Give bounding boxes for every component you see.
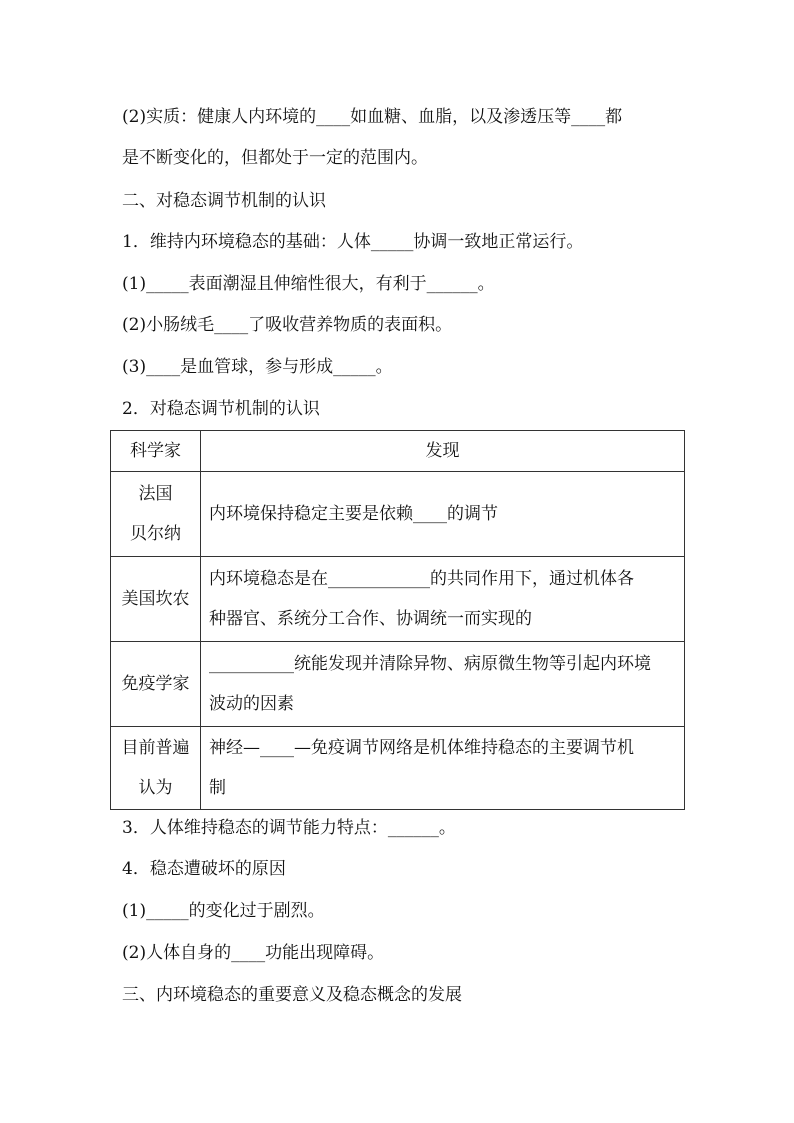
scientist-line: 法国: [138, 484, 173, 504]
header-finding: 发现: [201, 431, 685, 472]
scientist-line: 贝尔纳: [130, 524, 181, 544]
finding-line: 种器官、系统分工合作、协调统一而实现的: [209, 609, 532, 629]
finding-cell: [201, 557, 685, 642]
table-row: [111, 727, 685, 810]
text-line: (2)小肠绒毛____了吸收营养物质的表面积。: [122, 315, 453, 335]
section-heading: 二、对稳态调节机制的认识: [122, 191, 326, 211]
finding-line: 制: [209, 778, 226, 798]
finding-line: __________统能发现并清除异物、病原微生物等引起内环境: [209, 654, 651, 674]
scientist-line: 目前普遍: [121, 738, 190, 758]
table-row: [111, 472, 685, 557]
text-line: 1．维持内环境稳态的基础：人体_____协调一致地正常运行。: [122, 232, 584, 252]
scientist-line: 免疫学家: [121, 674, 190, 694]
table-header-row: [111, 431, 685, 472]
finding-cell: [201, 727, 685, 810]
subsection-heading: 4．稳态遭破坏的原因: [122, 859, 286, 879]
table-row: [111, 642, 685, 727]
scientist-cell: [111, 642, 201, 727]
section-heading: 三、内环境稳态的重要意义及稳态概念的发展: [122, 985, 462, 1005]
text-line: (1)_____的变化过于剧烈。: [122, 901, 325, 921]
header-scientist: 科学家: [111, 431, 201, 472]
scientist-cell: [111, 557, 201, 642]
finding-cell: [201, 472, 685, 557]
scientist-findings-table: [110, 430, 685, 810]
text-line: (2)实质：健康人内环境的____如血糖、血脂，以及渗透压等____都: [122, 107, 623, 127]
scientist-cell: [111, 727, 201, 810]
text-line: 3．人体维持稳态的调节能力特点：______。: [122, 818, 456, 838]
scientist-cell: [111, 472, 201, 557]
scientist-line: 认为: [138, 778, 173, 798]
finding-line: 波动的因素: [209, 694, 294, 714]
scientist-line: 美国坎农: [121, 589, 190, 609]
text-line: (2)人体自身的____功能出现障碍。: [122, 943, 385, 963]
subsection-heading: 2．对稳态调节机制的认识: [122, 399, 320, 419]
text-line: 是不断变化的，但都处于一定的范围内。: [122, 148, 428, 168]
finding-cell: [201, 642, 685, 727]
finding-line: 内环境保持稳定主要是依赖____的调节: [209, 504, 498, 524]
finding-line: 内环境稳态是在____________的共同作用下，通过机体各: [209, 569, 634, 589]
finding-line: 神经—____—免疫调节网络是机体维持稳态的主要调节机: [209, 738, 634, 758]
table-row: [111, 557, 685, 642]
text-line: (1)_____表面潮湿且伸缩性很大，有利于______。: [122, 274, 495, 294]
text-line: (3)____是血管球，参与形成_____。: [122, 357, 393, 377]
